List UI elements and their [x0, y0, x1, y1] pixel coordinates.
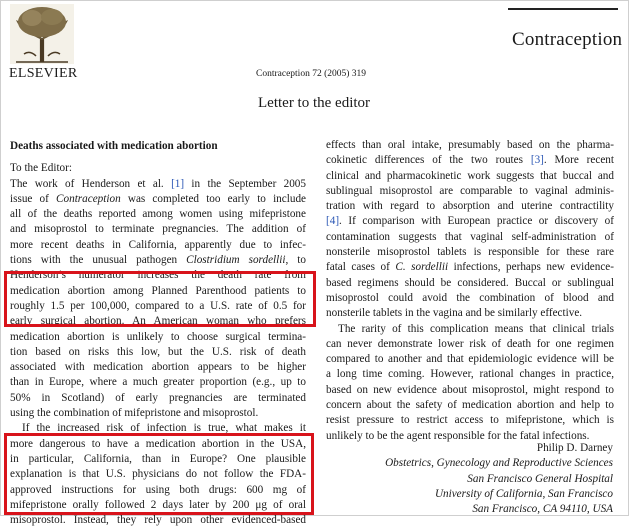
text-fragment: , to: [285, 254, 306, 267]
text-fragment: tions with the unusual pathogen: [10, 254, 187, 267]
text-line: medication abortion among Planned Parenthood patients to: [10, 284, 306, 297]
text-line: using the combination of mifepristone and misoprostol.: [10, 407, 259, 420]
text-line: The rarity of this complication means that clinical trials: [338, 322, 614, 335]
text-fragment: cokinetic differences of the two routes: [326, 154, 531, 167]
author-affiliation-2: San Francisco General Hospital: [467, 472, 613, 485]
text-line: can never demonstrate lower risk of death for one regimen: [326, 337, 614, 350]
text-line: all of the deaths reported among women using mifepristone: [10, 208, 306, 221]
text-line: roughly 1.5 per 100,000, compared to a U.S. rate of 0.5 for: [10, 299, 306, 312]
reference-link[interactable]: [4]: [326, 215, 340, 228]
author-affiliation-1: Obstetrics, Gynecology and Reproductive Sciences: [385, 457, 613, 470]
text-line: [326, 214, 614, 229]
italic-term: C. sordellii: [395, 261, 449, 274]
text-line: If the increased risk of infection is true, what makes it: [22, 422, 306, 435]
reference-link[interactable]: [1]: [171, 177, 185, 190]
text-fragment: issue of: [10, 192, 57, 205]
publisher-name: ELSEVIER: [9, 66, 78, 81]
text-line: contamination suggests that vaginal self-administration of: [326, 230, 614, 243]
text-line: [10, 192, 306, 207]
signature-block: [385, 441, 613, 517]
author-affiliation-4: San Francisco, CA 94110, USA: [472, 503, 613, 516]
text-line: and misoprostol to terminate pregnancies. The addition of: [10, 223, 306, 236]
italic-term: Clostridium sordellii: [186, 254, 286, 267]
text-fragment: . More recent: [543, 154, 614, 167]
text-line: based on new evidence about misoprostol, might respond to: [326, 383, 614, 396]
text-line: concern about the safety of medication abortion and help to: [326, 399, 614, 412]
text-line: than in Europe, where a much greater proportion (e.g., up to: [10, 376, 306, 389]
author-name: Philip D. Darney: [536, 442, 613, 454]
text-line: more recent deaths in California, apparently due to infec-: [10, 238, 306, 251]
text-line: more dangerous to have a medication abortion in the USA,: [10, 437, 306, 450]
text-line: early surgical abortion. An American woman who prefers: [10, 315, 306, 328]
text-fragment: The work of Henderson et al.: [10, 177, 172, 190]
text-line: [326, 260, 614, 275]
text-fragment: in the September 2005: [184, 177, 306, 190]
text-line: in particular, California, than in Europe? One plausible: [10, 452, 306, 465]
salutation: To the Editor:: [10, 162, 72, 175]
author-affiliation-3: University of California, San Francisco: [434, 487, 613, 500]
text-line: 50% in Scotland) of early pregnancies are terminated: [10, 391, 306, 404]
right-column: [326, 138, 614, 444]
text-line: explanation is that U.S. physicians do not follow the FDA-: [10, 468, 306, 481]
text-line: tion based on risks this low, but the U.S. risk of death: [10, 345, 306, 358]
text-line: resist pressure to restrict access to mifepristone, which is: [326, 414, 614, 427]
text-line: misoprostol could avoid the combination of blood and: [326, 291, 614, 304]
reference-link[interactable]: [3]: [530, 154, 544, 167]
italic-term: Contraception: [56, 192, 121, 205]
text-line: [10, 253, 306, 268]
text-fragment: . If comparison with European practice or discovery of: [339, 215, 614, 228]
text-fragment: was completed too early to include: [120, 192, 306, 205]
text-line: sublingual misoprostol are comparable to vaginal adminis-: [326, 184, 614, 197]
text-line: a long time coming. However, rational changes in practice,: [326, 368, 614, 381]
elsevier-tree-logo: [10, 4, 74, 64]
text-line: associated with medication abortion appears to be higher: [10, 361, 306, 374]
text-line: based regimens should be considered. Buccal or sublingual: [326, 276, 614, 289]
text-line: medication abortion is unlikely to choose surgical termina-: [10, 330, 306, 343]
left-body-text: [10, 177, 306, 528]
text-line: misoprostol. Instead, they rely upon other evidenced-based: [10, 514, 306, 527]
journal-citation: Contraception 72 (2005) 319: [256, 69, 367, 79]
header-rule: [508, 8, 618, 10]
text-line: unlikely to be the agent responsible for the fatal infections.: [326, 429, 590, 442]
text-line: [10, 177, 306, 192]
text-line: effects than oral intake, presumably based on the pharma-: [326, 139, 614, 151]
text-fragment: fatal cases of: [326, 261, 396, 274]
left-column: [10, 139, 306, 528]
journal-name: Contraception: [512, 29, 623, 50]
text-fragment: infections, perhaps new evidence-: [448, 261, 614, 274]
text-line: approved instructions for using both drugs: 600 mg of: [10, 483, 306, 496]
text-line: Henderson’s numerator increases the death rate from: [10, 269, 306, 282]
article-title: Deaths associated with medication abortion: [10, 140, 218, 152]
text-line: clinical and pharmacokinetic work suggests that buccal and: [326, 169, 614, 182]
text-line: tration with regard to absorption and uterine contractility: [326, 200, 614, 213]
text-line: nonsterile misoprostol tablets is responsible for these rare: [326, 246, 614, 259]
right-body-text: [326, 138, 614, 444]
text-line: nonsterile tablets in the vagina and be similarly effective.: [326, 307, 583, 320]
text-line: compared to another and that epidemiologic evidence will be: [326, 353, 614, 366]
text-line: [326, 153, 614, 168]
text-line: mifepristone orally followed 2 days later by 200 μg of oral: [10, 498, 306, 511]
section-heading: Letter to the editor: [258, 95, 371, 111]
